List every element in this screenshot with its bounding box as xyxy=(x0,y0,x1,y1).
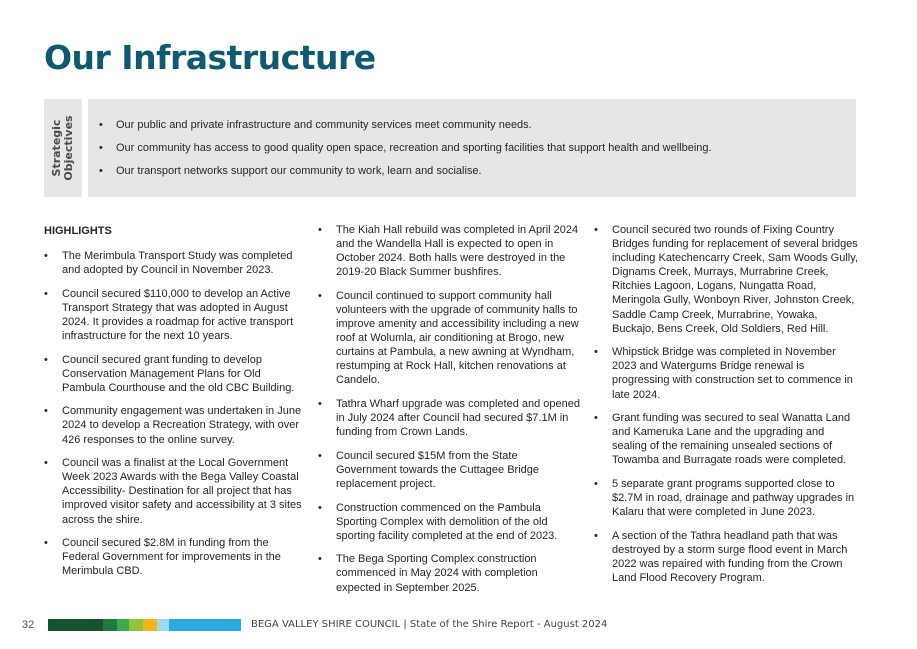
bullet-icon: • xyxy=(318,289,322,302)
strategic-objectives-panel xyxy=(44,99,856,197)
bullet-icon: • xyxy=(318,553,322,566)
highlight-item xyxy=(44,536,306,578)
bullet-icon: • xyxy=(594,224,598,236)
highlight-item xyxy=(318,552,580,594)
bullet-icon: • xyxy=(318,449,322,462)
color-bar-segment xyxy=(169,619,241,631)
objectives-list-box xyxy=(88,99,856,197)
highlights-column-2 xyxy=(318,223,580,604)
bullet-icon: • xyxy=(594,478,598,490)
side-label-line2: Objectives xyxy=(62,115,75,181)
highlight-item xyxy=(594,529,862,585)
objectives-side-label xyxy=(51,113,75,183)
highlight-text: The Kiah Hall rebuild was completed in April 2024 and the Wandella Hall is expected to open in October 2024. Both halls were destroyed in the 2019-20 Black Summer bushfires. xyxy=(336,224,579,279)
footer-color-bar xyxy=(48,619,241,631)
color-bar-segment xyxy=(157,619,169,631)
highlight-item xyxy=(44,249,306,277)
objectives-list xyxy=(94,119,842,178)
bullet-icon: • xyxy=(594,346,598,359)
footer-text: BEGA VALLEY SHIRE COUNCIL | State of the Shire Report - August 2024 xyxy=(251,619,608,630)
side-label-line1: Strategic xyxy=(50,119,63,177)
bullet-icon: • xyxy=(44,250,48,262)
page-footer xyxy=(0,616,917,636)
highlight-text: Council continued to support community hall volunteers with the upgrade of community halls to improve amenity and accessibility including a new roof at Wolumla, air conditioning at Brogo, new curtains at Pambula, a new awning at Wyndham, restumping at Rock Hall, kitchen renovations at Candelo. xyxy=(336,289,579,387)
bullet-icon: • xyxy=(99,142,103,154)
highlight-text: The Merimbula Transport Study was completed and adopted by Council in November 2023. xyxy=(62,250,293,277)
highlights-heading: HIGHLIGHTS xyxy=(44,225,112,237)
highlight-text: A section of the Tathra headland path that was destroyed by a storm surge flood event in March 2022 was repaired with funding from the Crown Land Flood Recovery Program. xyxy=(612,529,848,585)
bullet-icon: • xyxy=(318,398,322,411)
bullet-icon: • xyxy=(318,501,322,514)
highlights-list xyxy=(318,223,580,595)
color-bar-segment xyxy=(129,619,143,631)
highlight-text: Council secured $2.8M in funding from the Federal Government for improvements in the Merimbula CBD. xyxy=(62,537,281,578)
highlight-text: Construction commenced on the Pambula Sporting Complex with demolition of the old sporting facility completed at the end of 2023. xyxy=(336,501,558,542)
highlight-text: Council secured $15M from the State Government towards the Cuttagee Bridge replacement project. xyxy=(336,449,540,490)
objective-text: Our community has access to good quality open space, recreation and sporting facilities that support health and wellbeing. xyxy=(116,142,712,154)
highlight-text: Community engagement was undertaken in June 2024 to develop a Recreation Strategy, with over 426 responses to the online survey. xyxy=(62,405,302,446)
highlight-text: The Bega Sporting Complex construction commenced in May 2024 with completion expected in September 2025. xyxy=(336,553,538,594)
objective-item xyxy=(94,142,842,155)
highlight-item xyxy=(594,223,862,336)
bullet-icon: • xyxy=(318,224,322,236)
highlight-text: Council secured $110,000 to develop an Active Transport Strategy that was adopted in August 2024. It provides a roadmap for active transport infrastructure for the next 10 years. xyxy=(62,287,294,342)
bullet-icon: • xyxy=(44,405,48,418)
highlight-item xyxy=(318,289,580,388)
highlight-text: Whipstick Bridge was completed in November 2023 and Watergums Bridge renewal is progressing with construction set to commence in late 2024. xyxy=(612,346,853,401)
bullet-icon: • xyxy=(44,537,48,550)
bullet-icon: • xyxy=(594,529,598,542)
color-bar-segment xyxy=(103,619,117,631)
bullet-icon: • xyxy=(44,353,48,366)
bullet-icon: • xyxy=(99,119,103,131)
objectives-side-label-box xyxy=(44,99,82,197)
objective-text: Our public and private infrastructure and community services meet community needs. xyxy=(116,119,532,131)
highlight-text: Council secured two rounds of Fixing Country Bridges funding for replacement of several bridges including Katechencarry Creek, Sam Woods Gully, Dignams Creek, Murrays, Murrabrine Creek, Ritchies Lagoon, Logans, Nungatta Road, Meringola Gully, Wonboyn River, Johnston Creek, Saddle Camp Creek, Murrabrine, Yowaka, Buckajo, Bens Creek, Old Soldiers, Red Hill. xyxy=(612,224,858,335)
bullet-icon: • xyxy=(44,287,48,300)
highlight-item xyxy=(318,501,580,543)
color-bar-segment xyxy=(143,619,157,631)
page-title: Our Infrastructure xyxy=(44,38,376,77)
objective-item xyxy=(94,119,842,132)
highlight-item xyxy=(44,353,306,395)
bullet-icon: • xyxy=(44,457,48,470)
highlight-item xyxy=(44,404,306,446)
highlight-text: Council was a finalist at the Local Government Week 2023 Awards with the Bega Valley Coastal Accessibility- Destination for all project that has improved visitor safety and accessibility at 3 sites across the shire. xyxy=(62,457,302,526)
highlights-list xyxy=(594,223,862,585)
highlight-item xyxy=(594,477,862,519)
highlight-item xyxy=(318,397,580,439)
page-number: 32 xyxy=(22,619,35,631)
highlights-column-1 xyxy=(44,223,306,588)
objective-text: Our transport networks support our community to work, learn and socialise. xyxy=(116,165,482,177)
bullet-icon: • xyxy=(594,412,598,425)
highlight-item xyxy=(594,345,862,401)
highlight-item xyxy=(318,223,580,279)
highlight-item xyxy=(44,287,306,343)
highlight-text: 5 separate grant programs supported close to $2.7M in road, drainage and pathway upgrades in Kalaru that were completed in June 2023. xyxy=(612,478,855,519)
highlight-text: Tathra Wharf upgrade was completed and opened in July 2024 after Council had secured $7.1M in funding from Crown Lands. xyxy=(336,398,580,439)
highlight-item xyxy=(318,449,580,491)
highlight-item xyxy=(594,411,862,467)
highlight-text: Council secured grant funding to develop Conservation Management Plans for Old Pambula Courthouse and the old CBC Building. xyxy=(62,353,295,394)
highlights-list xyxy=(44,249,306,578)
objective-item xyxy=(94,165,842,178)
highlights-column-3 xyxy=(594,223,862,595)
color-bar-segment xyxy=(48,619,103,631)
bullet-icon: • xyxy=(99,165,103,177)
highlight-item xyxy=(44,456,306,526)
highlight-text: Grant funding was secured to seal Wanatta Land and Kameruka Lane and the upgrading and sealing of the remaining unsealed sections of Towamba and Burragate roads were completed. xyxy=(612,412,851,467)
color-bar-segment xyxy=(117,619,129,631)
